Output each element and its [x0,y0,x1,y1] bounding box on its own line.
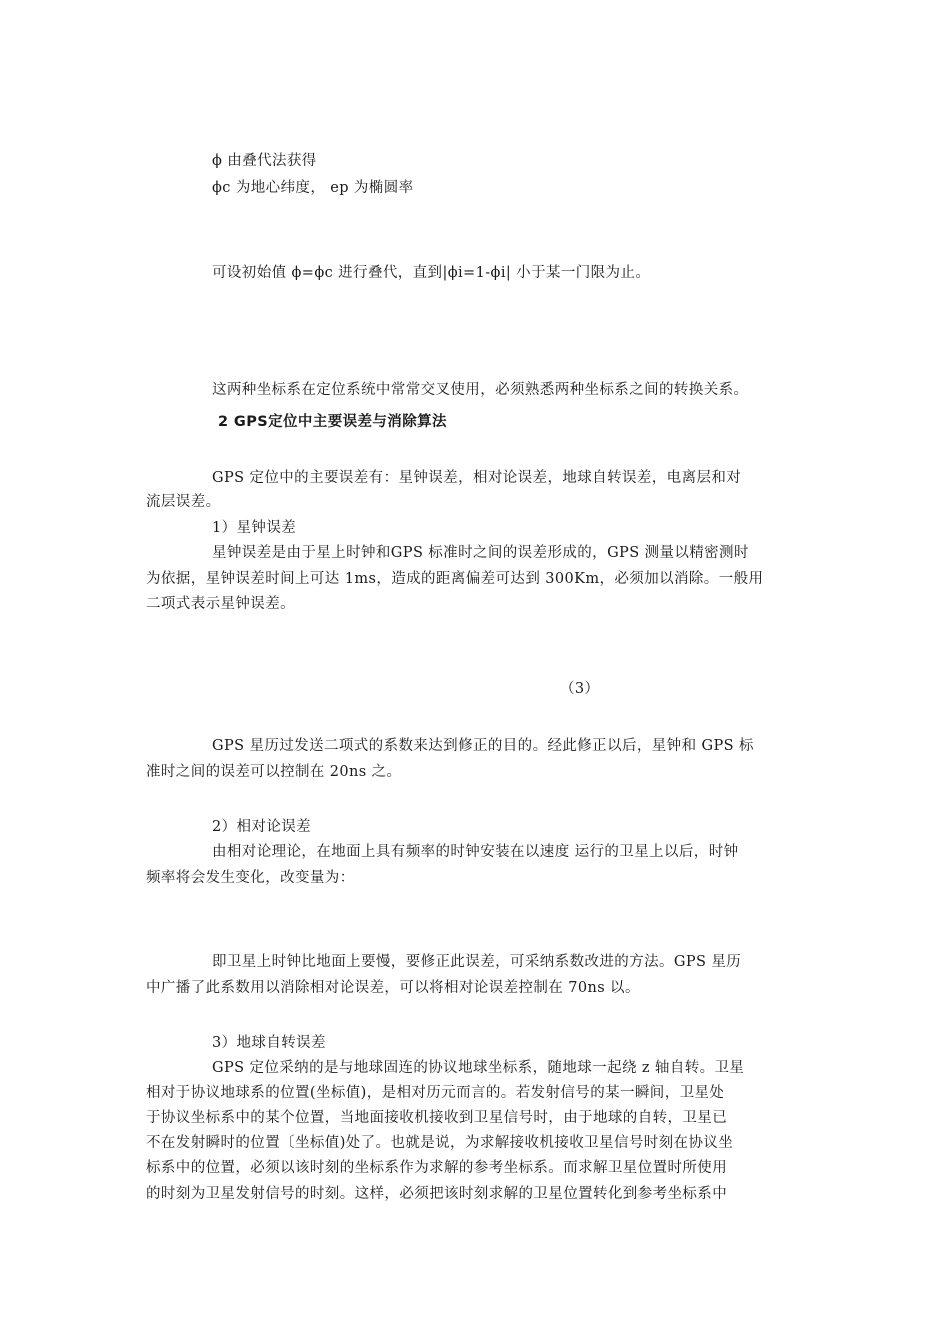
errors-intro-line-1: GPS 定位中的主要误差有：星钟误差，相对论误差，地球自转误差，电离层和对 [212,470,742,486]
conversion-note: 这两种坐标系在定位系统中常常交叉使用，必须熟悉两种坐标系之间的转换关系。 [212,382,749,398]
relativity-correction-line-1: 即卫星上时钟比地面上要慢，要修正此误差，可采纳系数改进的方法。GPS 星历 [212,954,742,970]
clock-correction-line-1: GPS 星历过发送二项式的系数来达到修正的目的。经此修正以后，星钟和 GPS 标 [212,738,754,754]
relativity-correction-line-2: 中广播了此系数用以消除相对论误差，可以将相对论误差控制在 70ns 以。 [146,980,640,996]
rotation-body-line-3: 于协议坐标系中的某个位置，当地面接收机接收到卫星信号时，由于地球的自转，卫星已 [146,1110,728,1126]
clock-error-body-line-2: 为依据，星钟误差时间上可达 1ms，造成的距离偏差可达到 300Km，必须加以消除。一般用 [146,571,764,587]
rotation-body-line-1: GPS 定位采纳的是与地球固连的协议地球坐标系，随地球一起绕 z 轴自转。卫星 [212,1060,745,1076]
clock-error-body-line-1: 星钟误差是由于星上时钟和GPS 标准时之间的误差形成的，GPS 测量以精密测时 [212,545,749,561]
clock-error-body-line-3: 二项式表示星钟误差。 [146,596,295,612]
rotation-body-line-4: 不在发射瞬时的位置〔坐标值)处了。也就是说，为求解接收机接收卫星信号时刻在协议坐 [146,1135,734,1151]
relativity-body-line-2: 频率将会发生变化，改变量为： [146,870,355,886]
rotation-body-line-2: 相对于协议地球系的位置(坐标值)，是相对历元而言的。若发射信号的某一瞬间，卫星处 [146,1085,725,1101]
errors-intro-line-2: 流层误差。 [146,494,221,510]
relativity-error-title: 2）相对论误差 [212,819,312,835]
section-2-heading: 2 GPS定位中主要误差与消除算法 [218,414,447,430]
rotation-body-line-5: 标系中的位置，必须以该时刻的坐标系作为求解的参考坐标系。而求解卫星位置时所使用 [146,1160,728,1176]
rotation-error-title: 3）地球自转误差 [212,1035,326,1051]
relativity-body-line-1: 由相对论理论，在地面上具有频率的时钟安装在以速度 运行的卫星上以后，时钟 [212,844,739,860]
phi-c-note: ϕc 为地心纬度， ep 为椭圆率 [212,180,414,196]
rotation-body-line-6: 的时刻为卫星发射信号的时刻。这样，必须把该时刻求解的卫星位置转化到参考坐标系中 [146,1186,728,1202]
iteration-rule: 可设初始值 ϕ=ϕc 进行叠代，直到|ϕi=1-ϕi| 小于某一门限为止。 [212,265,651,281]
clock-correction-line-2: 准时之间的误差可以控制在 20ns 之。 [146,764,402,780]
phi-iteration-note: ϕ 由叠代法获得 [212,153,317,169]
equation-number: （3） [560,681,600,697]
clock-error-title: 1）星钟误差 [212,520,297,536]
